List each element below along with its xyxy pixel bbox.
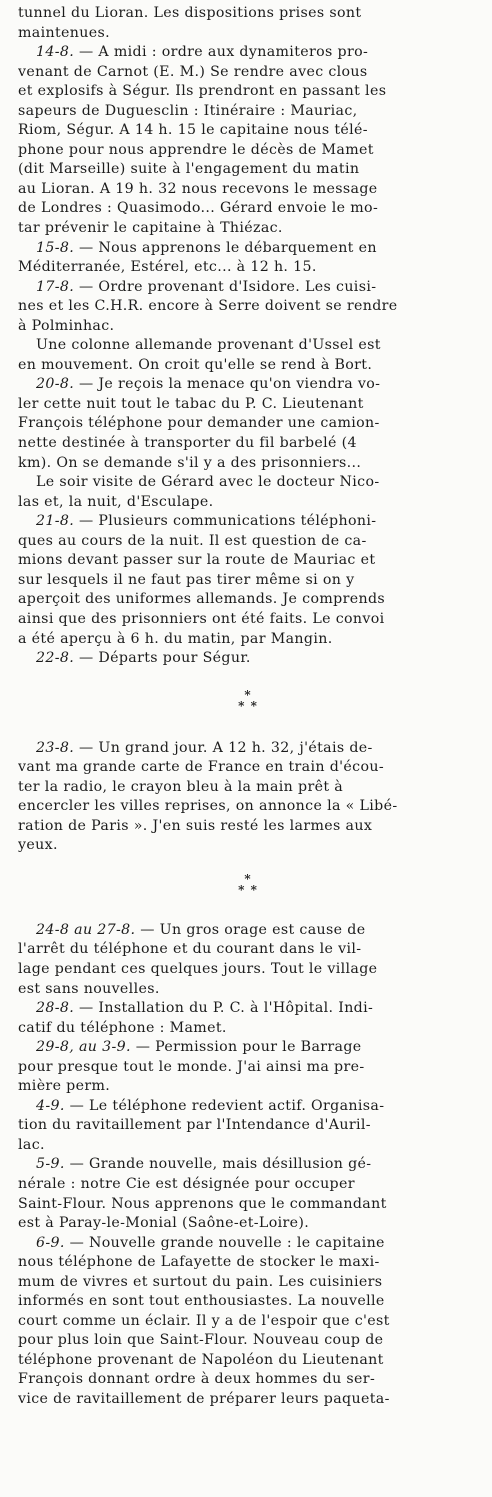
line-text: court comme un éclair. Il y a de l'espoir que c'est bbox=[18, 1312, 390, 1329]
text-line bbox=[18, 239, 478, 259]
line-text: ques au cours de la nuit. Il est question de ca- bbox=[18, 532, 367, 549]
entry-date: 21-8. bbox=[36, 513, 75, 530]
line-text: l'arrêt du téléphone et du courant dans le vil- bbox=[18, 941, 362, 958]
diary-block-2 bbox=[18, 739, 478, 856]
text-line bbox=[18, 551, 478, 571]
separator-star-bottom: * * bbox=[238, 882, 258, 897]
line-text: Le soir visite de Gérard avec le docteur Nico- bbox=[36, 474, 380, 491]
text-line bbox=[18, 739, 478, 759]
line-text: — Un grand jour. A 12 h. 32, j'étais de- bbox=[74, 739, 373, 756]
text-line bbox=[18, 1155, 478, 1175]
line-text: — Le téléphone redevient actif. Organisa- bbox=[64, 1097, 385, 1114]
line-text: — Nous apprenons le débarquement en bbox=[74, 239, 377, 256]
entry-date: 20-8. bbox=[36, 376, 75, 393]
line-text: ainsi que des prisonniers ont été faits. Le convoi bbox=[18, 610, 385, 627]
text-line bbox=[18, 356, 478, 376]
line-text: — Départs pour Ségur. bbox=[74, 650, 251, 667]
line-text: ter la radio, le crayon bleu à la main prêt à bbox=[18, 778, 344, 795]
section-separator bbox=[18, 687, 478, 713]
entry-date: 17-8. bbox=[36, 278, 75, 295]
text-line bbox=[18, 24, 478, 44]
text-line bbox=[18, 160, 478, 180]
line-text: François téléphone pour demander une camion- bbox=[18, 415, 380, 432]
separator-star-bottom: * * bbox=[238, 698, 258, 713]
diary-paragraph bbox=[18, 4, 478, 669]
entry-date: 6-9. bbox=[36, 1234, 65, 1251]
diary-block-1 bbox=[18, 4, 478, 669]
text-line bbox=[18, 473, 478, 493]
line-text: pour presque tout le monde. J'ai ainsi ma pre- bbox=[18, 1058, 365, 1075]
line-text: yeux. bbox=[18, 837, 58, 854]
text-line bbox=[18, 960, 478, 980]
entry-date: 29-8, au 3-9. bbox=[36, 1039, 131, 1056]
text-line bbox=[18, 1019, 478, 1039]
line-text: au Lioran. A 19 h. 32 nous recevons le message bbox=[18, 180, 378, 197]
text-line bbox=[18, 1116, 478, 1136]
text-line bbox=[18, 817, 478, 837]
text-line bbox=[18, 121, 478, 141]
text-line bbox=[18, 1097, 478, 1117]
text-line bbox=[18, 1175, 478, 1195]
line-text: (dit Marseille) suite à l'engagement du matin bbox=[18, 161, 360, 178]
text-line bbox=[18, 999, 478, 1019]
text-line bbox=[18, 63, 478, 83]
line-text: aperçoit des uniformes allemands. Je comprends bbox=[18, 591, 386, 608]
text-line bbox=[18, 1038, 478, 1058]
text-line bbox=[18, 1195, 478, 1215]
text-line bbox=[18, 512, 478, 532]
text-line bbox=[18, 102, 478, 122]
line-text: lac. bbox=[18, 1136, 45, 1153]
text-line bbox=[18, 940, 478, 960]
text-line bbox=[18, 180, 478, 200]
text-line bbox=[18, 375, 478, 395]
line-text: informés en sont tout enthousiastes. La nouvelle bbox=[18, 1293, 385, 1310]
text-line bbox=[18, 493, 478, 513]
text-line bbox=[18, 758, 478, 778]
text-line bbox=[18, 219, 478, 239]
text-line bbox=[18, 1253, 478, 1273]
line-text: maintenues. bbox=[18, 24, 110, 41]
section-separator bbox=[18, 871, 478, 897]
text-line bbox=[18, 1273, 478, 1293]
text-line bbox=[18, 1351, 478, 1371]
entry-date: 28-8. bbox=[36, 1000, 75, 1017]
line-text: Riom, Ségur. A 14 h. 15 le capitaine nous télé- bbox=[18, 122, 368, 139]
line-text: à Polminhac. bbox=[18, 317, 115, 334]
line-text: lage pendant ces quelques jours. Tout le village bbox=[18, 960, 378, 977]
line-text: ration de Paris ». J'en suis resté les larmes aux bbox=[18, 817, 373, 834]
diary-paragraph bbox=[18, 739, 478, 856]
line-text: sur lesquels il ne faut pas tirer même si on y bbox=[18, 571, 355, 588]
text-line bbox=[18, 921, 478, 941]
line-text: encercler les villes reprises, on annonce la « Libé- bbox=[18, 798, 398, 815]
text-line bbox=[18, 1370, 478, 1390]
text-line bbox=[18, 836, 478, 856]
text-line bbox=[18, 336, 478, 356]
text-line bbox=[18, 43, 478, 63]
entry-date: 15-8. bbox=[36, 239, 75, 256]
line-text: — Ordre provenant d'Isidore. Les cuisi- bbox=[74, 278, 377, 295]
line-text: Saint-Flour. Nous apprenons que le commandant bbox=[18, 1195, 387, 1212]
line-text: Méditerranée, Estérel, etc... à 12 h. 15. bbox=[18, 259, 317, 276]
text-line bbox=[18, 1331, 478, 1351]
line-text: Une colonne allemande provenant d'Ussel est bbox=[36, 337, 381, 354]
line-text: de Londres : Quasimodo... Gérard envoie le mo- bbox=[18, 200, 379, 217]
line-text: mière perm. bbox=[18, 1078, 111, 1095]
line-text: las et, la nuit, d'Esculape. bbox=[18, 493, 214, 510]
line-text: nous téléphone de Lafayette de stocker le maxi- bbox=[18, 1254, 380, 1271]
text-line bbox=[18, 258, 478, 278]
text-line bbox=[18, 317, 478, 337]
line-text: — Plusieurs communications téléphoni- bbox=[74, 513, 377, 530]
text-line bbox=[18, 1214, 478, 1234]
text-line bbox=[18, 980, 478, 1000]
text-line bbox=[18, 1292, 478, 1312]
line-text: — Je reçois la menace qu'on viendra vo- bbox=[74, 376, 381, 393]
line-text: tion du ravitaillement par l'Intendance d'Auril- bbox=[18, 1117, 371, 1134]
text-line bbox=[18, 590, 478, 610]
line-text: — Un gros orage est cause de bbox=[135, 921, 366, 938]
line-text: a été aperçu à 6 h. du matin, par Mangin. bbox=[18, 630, 333, 647]
line-text: vant ma grande carte de France en train d'écou- bbox=[18, 759, 384, 776]
line-text: — Nouvelle grande nouvelle : le capitaine bbox=[64, 1234, 385, 1251]
line-text: nette destinée à transporter du fil barbelé (4 bbox=[18, 435, 357, 452]
line-text: est sans nouvelles. bbox=[18, 980, 160, 997]
text-line bbox=[18, 82, 478, 102]
entry-date: 24-8 au 27-8. bbox=[36, 921, 136, 938]
line-text: téléphone provenant de Napoléon du Lieutenant bbox=[18, 1351, 384, 1368]
line-text: venant de Carnot (E. M.) Se rendre avec clous bbox=[18, 63, 368, 80]
text-line bbox=[18, 434, 478, 454]
text-line bbox=[18, 1058, 478, 1078]
line-text: vice de ravitaillement de préparer leurs paqueta- bbox=[18, 1391, 390, 1407]
entry-date: 23-8. bbox=[36, 739, 75, 756]
line-text: tar prévenir le capitaine à Thiézac. bbox=[18, 220, 283, 237]
line-text: pour plus loin que Saint-Flour. Nouveau coup de bbox=[18, 1332, 384, 1349]
text-line bbox=[18, 1390, 478, 1410]
line-text: ler cette nuit tout le tabac du P. C. Lieutenant bbox=[18, 395, 364, 412]
line-text: — Grande nouvelle, mais désillusion gé- bbox=[64, 1156, 372, 1173]
text-line bbox=[18, 4, 478, 24]
line-text: est à Paray-le-Monial (Saône-et-Loire). bbox=[18, 1215, 310, 1232]
text-line bbox=[18, 778, 478, 798]
text-line bbox=[18, 297, 478, 317]
text-line bbox=[18, 199, 478, 219]
entry-date: 5-9. bbox=[36, 1156, 65, 1173]
text-line bbox=[18, 278, 478, 298]
entry-date: 4-9. bbox=[36, 1097, 65, 1114]
text-line bbox=[18, 454, 478, 474]
diary-block-3 bbox=[18, 921, 478, 1410]
line-text: en mouvement. On croit qu'elle se rend à Bort. bbox=[18, 356, 373, 373]
text-line bbox=[18, 395, 478, 415]
line-text: et explosifs à Ségur. Ils prendront en passant les bbox=[18, 83, 387, 100]
line-text: phone pour nous apprendre le décès de Mamet bbox=[18, 141, 374, 158]
entry-date: 22-8. bbox=[36, 650, 75, 667]
line-text: mions devant passer sur la route de Mauriac et bbox=[18, 552, 376, 569]
text-line bbox=[18, 1077, 478, 1097]
line-text: — Installation du P. C. à l'Hôpital. Indi- bbox=[74, 1000, 374, 1017]
line-text: mum de vivres et surtout du pain. Les cuisiniers bbox=[18, 1273, 383, 1290]
text-line bbox=[18, 141, 478, 161]
separator-star-top: * bbox=[244, 871, 252, 886]
line-text: tunnel du Lioran. Les dispositions prises sont bbox=[18, 5, 362, 21]
text-line bbox=[18, 571, 478, 591]
line-text: François donnant ordre à deux hommes du ser- bbox=[18, 1371, 376, 1388]
text-line bbox=[18, 1234, 478, 1254]
line-text: — A midi : ordre aux dynamiteros pro- bbox=[74, 44, 369, 61]
text-line bbox=[18, 1312, 478, 1332]
line-text: sapeurs de Duguesclin : Itinéraire : Mauriac, bbox=[18, 102, 358, 119]
line-text: catif du téléphone : Mamet. bbox=[18, 1019, 227, 1036]
text-line bbox=[18, 649, 478, 669]
line-text: nes et les C.H.R. encore à Serre doivent se rendre bbox=[18, 298, 398, 315]
line-text: km). On se demande s'il y a des prisonniers... bbox=[18, 454, 362, 471]
text-line bbox=[18, 630, 478, 650]
separator-star-top: * bbox=[244, 687, 252, 702]
text-line bbox=[18, 1136, 478, 1156]
text-line bbox=[18, 797, 478, 817]
text-line bbox=[18, 610, 478, 630]
line-text: — Permission pour le Barrage bbox=[130, 1039, 362, 1056]
diary-paragraph bbox=[18, 921, 478, 1410]
text-line bbox=[18, 414, 478, 434]
line-text: nérale : notre Cie est désignée pour occuper bbox=[18, 1175, 355, 1192]
entry-date: 14-8. bbox=[36, 44, 75, 61]
text-line bbox=[18, 532, 478, 552]
